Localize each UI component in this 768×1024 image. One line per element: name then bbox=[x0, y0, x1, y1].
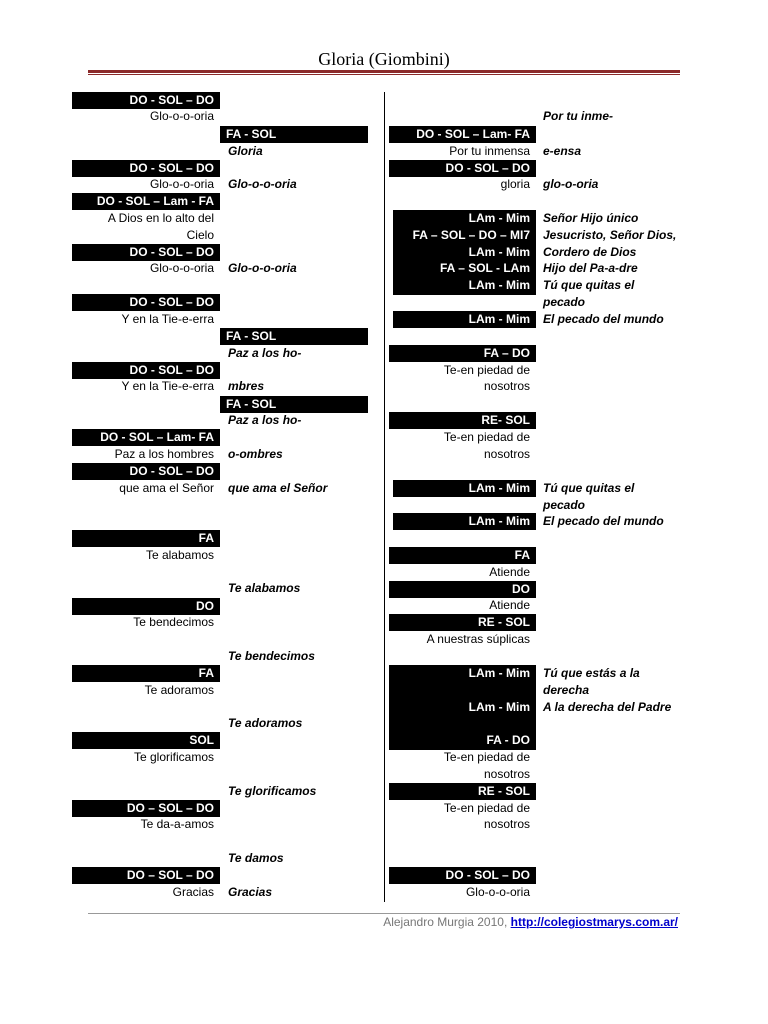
chord-line: FA - DO bbox=[486, 733, 530, 747]
lyric-line: nosotros bbox=[483, 767, 530, 781]
lyric-line: Te-en piedad de bbox=[443, 750, 530, 764]
lyric-line: Te da-a-amos bbox=[140, 817, 214, 831]
chord-bar: RE - SOL bbox=[389, 783, 536, 800]
chord-bar: DO - SOL – DO bbox=[72, 463, 220, 480]
lyric-line-italic: mbres bbox=[228, 379, 265, 393]
lyric-line: que ama el Señor bbox=[119, 481, 214, 495]
chord-bar: FA - SOL bbox=[220, 328, 368, 345]
chord-bar: DO - SOL – DO bbox=[72, 294, 220, 311]
chord-bar: FA bbox=[389, 547, 536, 564]
lyric-line: Te-en piedad de bbox=[443, 363, 530, 377]
lyric-line: Glo-o-o-oria bbox=[149, 261, 214, 275]
chord-bar: DO - SOL – DO bbox=[72, 160, 220, 177]
lyric-line: Cielo bbox=[186, 228, 214, 242]
lyric-line: Glo-o-o-oria bbox=[149, 177, 214, 191]
lyric-line-italic: Cordero de Dios bbox=[543, 245, 637, 259]
lyric-line-italic: Tú que quitas el bbox=[543, 481, 635, 495]
chord-bar: RE- SOL bbox=[389, 412, 536, 429]
lyric-line: A nuestras súplicas bbox=[426, 632, 530, 646]
chord-bar: RE - SOL bbox=[389, 614, 536, 631]
title-rule-thin bbox=[88, 74, 680, 75]
lyric-line: Paz a los hombres bbox=[114, 447, 214, 461]
lyric-line: Te glorificamos bbox=[133, 750, 214, 764]
lyric-line: nosotros bbox=[483, 817, 530, 831]
lyric-line-italic: Paz a los ho- bbox=[228, 346, 302, 360]
lyric-line: gloria bbox=[500, 177, 530, 191]
lyric-line-italic: Hijo del Pa-a-dre bbox=[543, 261, 638, 275]
lyric-line-italic: Gracias bbox=[228, 885, 273, 899]
footer-rule bbox=[88, 913, 680, 914]
lyric-line-italic: Paz a los ho- bbox=[228, 413, 302, 427]
chord-line: LAm - Mim bbox=[468, 700, 530, 714]
chord-bar: FA – DO bbox=[389, 345, 536, 362]
chord-bar: FA bbox=[72, 530, 220, 547]
lyric-line: Y en la Tie-e-erra bbox=[121, 312, 214, 326]
chord-bar: FA - SOL bbox=[220, 396, 368, 413]
lyric-line: Atiende bbox=[489, 598, 530, 612]
chord-bar: DO bbox=[389, 581, 536, 598]
lyric-line-italic: e-ensa bbox=[543, 144, 582, 158]
lyric-line: Te alabamos bbox=[145, 548, 214, 562]
lyric-line: Te adoramos bbox=[144, 683, 214, 697]
chord-bar: FA bbox=[72, 665, 220, 682]
lyric-line: Y en la Tie-e-erra bbox=[121, 379, 214, 393]
chord-bar: LAm - Mim bbox=[393, 311, 536, 328]
chord-bar: DO - SOL – DO bbox=[72, 92, 220, 109]
title-rule bbox=[88, 70, 680, 73]
chord-bar: DO - SOL – DO bbox=[389, 160, 536, 177]
column-divider bbox=[384, 92, 385, 902]
lyric-line-italic: El pecado del mundo bbox=[543, 312, 664, 326]
chord-bar: DO - SOL – DO bbox=[72, 362, 220, 379]
chord-bar: DO bbox=[72, 598, 220, 615]
lyric-line-italic: Tú que estás a la bbox=[543, 666, 640, 680]
chord-bar: LAm - Mim bbox=[393, 513, 536, 530]
chord-line: FA – SOL – DO – MI7 bbox=[412, 228, 530, 242]
lyric-line: A Dios en lo alto del bbox=[107, 211, 214, 225]
chord-line: LAm - Mim bbox=[468, 278, 530, 292]
lyric-line: Glo-o-o-oria bbox=[149, 109, 214, 123]
lyric-line-italic: pecado bbox=[543, 295, 586, 309]
lyric-line-italic: derecha bbox=[543, 683, 590, 697]
lyric-line-italic: El pecado del mundo bbox=[543, 514, 664, 528]
lyric-line-italic: Glo-o-o-oria bbox=[228, 261, 297, 275]
chord-bar: DO - SOL – DO bbox=[389, 867, 536, 884]
lyric-line-italic: Gloria bbox=[228, 144, 263, 158]
lyric-line-italic: Por tu inme- bbox=[543, 109, 614, 123]
lyric-line: Glo-o-o-oria bbox=[465, 885, 530, 899]
chord-bar: DO - SOL – Lam- FA bbox=[389, 126, 536, 143]
page-title: Gloria (Giombini) bbox=[318, 49, 450, 69]
lyric-line: Te-en piedad de bbox=[443, 801, 530, 815]
footer-link[interactable]: http://colegiostmarys.com.ar/ bbox=[510, 915, 678, 929]
lyric-line: Gracias bbox=[172, 885, 214, 899]
lyric-line: Te-en piedad de bbox=[443, 430, 530, 444]
footer bbox=[383, 915, 678, 929]
lyric-line-italic: Te adoramos bbox=[228, 716, 303, 730]
chord-line: LAm - Mim bbox=[468, 666, 530, 680]
chord-bar: DO - SOL – Lam - FA bbox=[72, 193, 220, 210]
lyric-line: Te bendecimos bbox=[133, 615, 214, 629]
lyric-line-italic: Glo-o-o-oria bbox=[228, 177, 297, 191]
lyric-line: nosotros bbox=[483, 379, 530, 393]
lyric-line-italic: A la derecha del Padre bbox=[543, 700, 672, 714]
lyric-line-italic: Te damos bbox=[228, 851, 284, 865]
lyric-line-italic: Tú que quitas el bbox=[543, 278, 635, 292]
chord-bar: FA - SOL bbox=[220, 126, 368, 143]
lyric-line: Por tu inmensa bbox=[449, 144, 530, 158]
lyric-line: Atiende bbox=[489, 565, 530, 579]
chord-bar: DO - SOL – DO bbox=[72, 244, 220, 261]
chord-bar: LAm - Mim bbox=[393, 480, 536, 497]
lyric-line-italic: pecado bbox=[543, 498, 586, 512]
lyric-line-italic: Te bendecimos bbox=[228, 649, 315, 663]
lyric-line-italic: Señor Hijo único bbox=[543, 211, 639, 225]
lyric-line-italic: Jesucristo, Señor Dios, bbox=[543, 228, 677, 242]
lyric-line-italic: Te alabamos bbox=[228, 581, 301, 595]
chord-bar: DO – SOL – DO bbox=[72, 867, 220, 884]
lyric-line-italic: o-ombres bbox=[228, 447, 283, 461]
lyric-line-italic: que ama el Señor bbox=[228, 481, 328, 495]
lyric-line-italic: Te glorificamos bbox=[228, 784, 317, 798]
lyric-line-italic: glo-o-oria bbox=[543, 177, 599, 191]
chord-bar: DO – SOL – DO bbox=[72, 800, 220, 817]
footer-author: Alejandro Murgia 2010, bbox=[383, 915, 508, 929]
chord-line: FA – SOL - LAm bbox=[439, 261, 530, 275]
lyric-line: nosotros bbox=[483, 447, 530, 461]
chord-bar: SOL bbox=[72, 732, 220, 749]
chord-line: LAm - Mim bbox=[468, 211, 530, 225]
chord-bar: DO - SOL – Lam- FA bbox=[72, 429, 220, 446]
chord-line: LAm - Mim bbox=[468, 245, 530, 259]
